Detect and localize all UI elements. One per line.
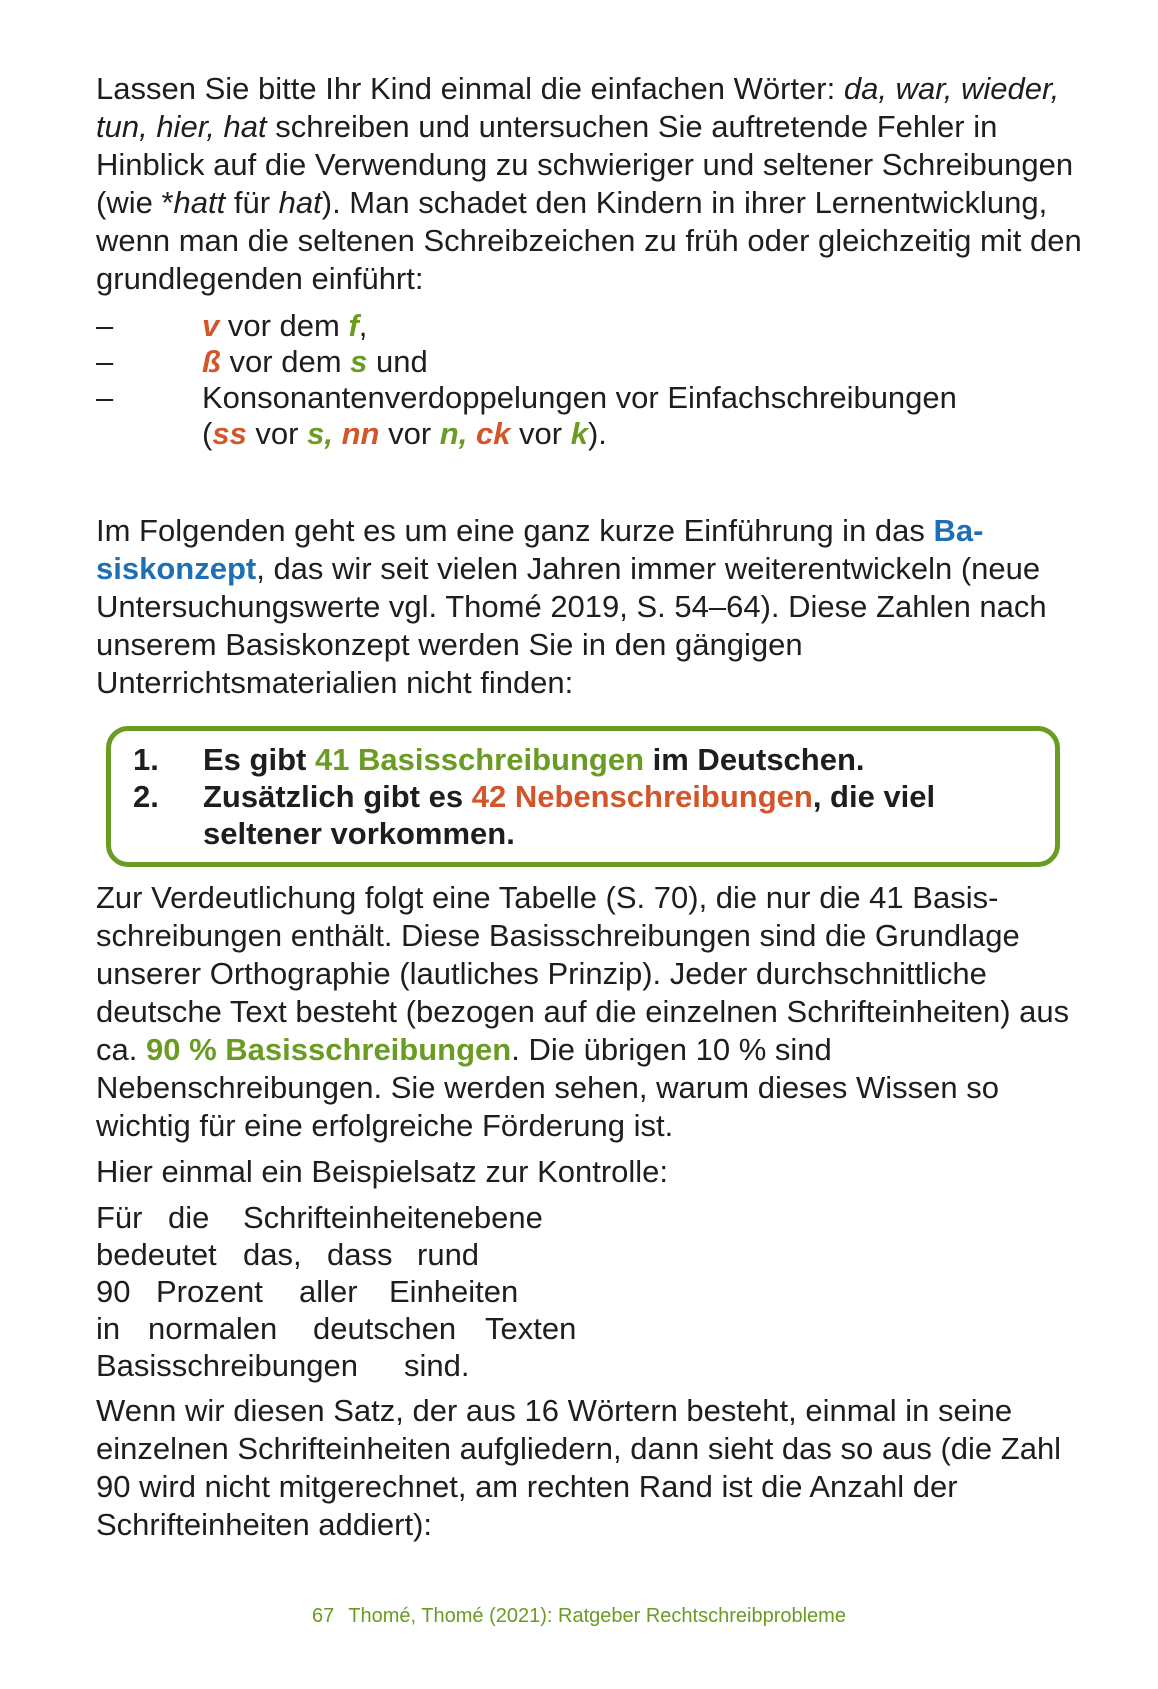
basiskonzept-term: Basiskonzept xyxy=(96,513,984,586)
page-footer xyxy=(0,1604,1158,1628)
document-page xyxy=(96,70,1086,1544)
table-intro-paragraph: Zur Verdeutlichung folgt eine Tabelle (S. 70), die nur die 41 Basisschreibungen enthält. Diese Basisschreibungen sind die Grundlage unserer Orthographie (lautliches Prinzip). Jeder durchschnittliche deutsche Text besteht (bezogen auf die einzelnen Schrifteinheiten) aus ca. 90 % Basisschreibungen. Die übrigen 10 % sind Nebenschreibungen. Sie werden sehen, warum dieses Wissen so wichtig für eine erfolgreiche Förderung ist. xyxy=(96,880,1070,1143)
example-line-5: Basisschreibungen sind. xyxy=(96,1348,470,1383)
page-number: 67 xyxy=(312,1605,335,1627)
list-item: – Konsonantenverdoppelungen vor Einfachschreibungen (ss vor s, nn vor n, ck vor k). xyxy=(96,380,957,451)
dash-bullet: – xyxy=(96,344,114,379)
citation: Thomé, Thomé (2021): Ratgeber Rechtschreibprobleme xyxy=(348,1605,846,1627)
example-line-3: 90 Prozent aller Einheiten xyxy=(96,1274,519,1309)
example-words: da, war, wieder, tun, hier, hat xyxy=(96,71,1060,144)
dash-bullet: – xyxy=(96,380,114,415)
example-sentence xyxy=(96,1199,1086,1384)
example-line-4: in normalen deutschen Texten xyxy=(96,1311,577,1346)
list-item: – ß vor dem s und xyxy=(96,344,428,379)
basiskonzept-paragraph: Im Folgenden geht es um eine ganz kurze Einführung in das Basiskonzept, das wir seit vielen Jahren immer weiterentwickeln (neue Untersuchungswerte vgl. Thomé 2019, S. 54–64). Diese Zahlen nach unserem Basiskonzept werden Sie in den gängigen Unterrichtsmaterialien nicht finden: xyxy=(96,513,1047,700)
example-line-1: Für die Schrifteinheitenebene xyxy=(96,1200,543,1235)
example-intro: Hier einmal ein Beispielsatz zur Kontrolle: xyxy=(96,1154,669,1189)
key-fact-1: 1. Es gibt 41 Basisschreibungen im Deutschen. xyxy=(133,742,865,777)
example-line-2: bedeutet das, dass rund xyxy=(96,1237,480,1272)
key-fact-2: 2. Zusätzlich gibt es 42 Nebenschreibungen, die viel seltener vorkommen. xyxy=(133,779,936,851)
key-facts-box xyxy=(106,726,1060,867)
rare-spellings-list xyxy=(96,308,1086,452)
segmentation-paragraph: Wenn wir diesen Satz, der aus 16 Wörtern besteht, einmal in seine einzelnen Schrifteinheiten aufgliedern, dann sieht das so aus (die Zahl 90 wird nicht mitgerechnet, am rechten Rand ist die Anzahl der Schrifteinheiten addiert): xyxy=(96,1393,1062,1542)
dash-bullet: – xyxy=(96,308,114,343)
intro-paragraph: Lassen Sie bitte Ihr Kind einmal die einfachen Wörter: da, war, wieder, tun, hier, hat schreiben und untersuchen Sie auftretende Fehler in Hinblick auf die Verwendung zu schwieriger und seltener Schreibungen (wie *hatt für hat). Man schadet den Kindern in ihrer Lernentwicklung, wenn man die seltenen Schreibzeichen zu früh oder gleichzeitig mit den grundlegenden einführt: xyxy=(96,71,1082,296)
list-item: – v vor dem f, xyxy=(96,308,368,343)
